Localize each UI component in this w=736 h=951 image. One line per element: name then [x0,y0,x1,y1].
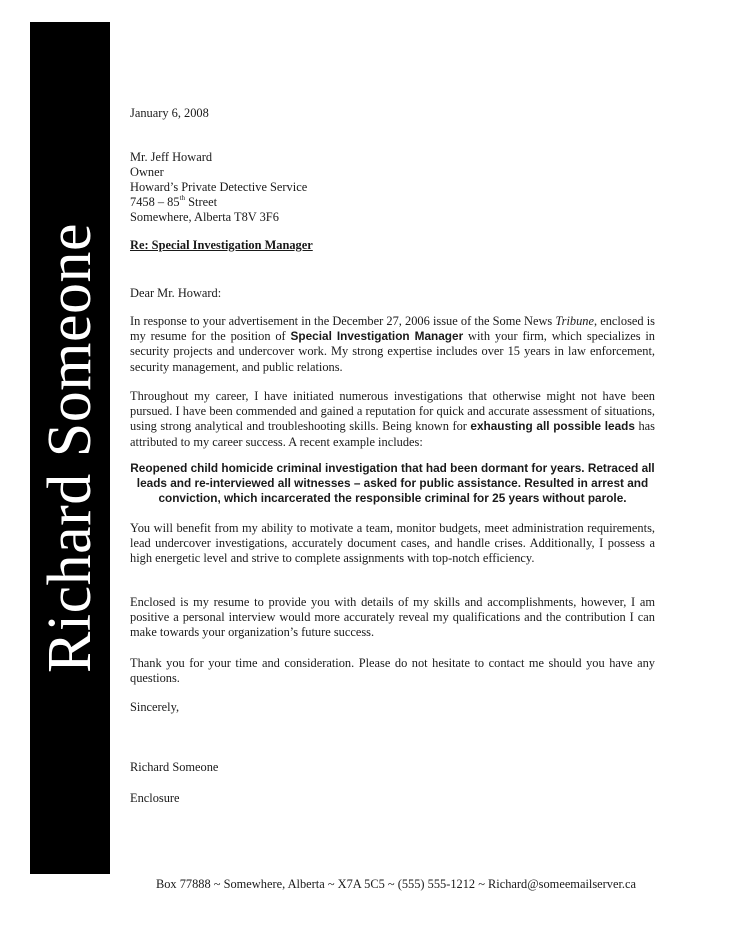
intro-text-a: In response to your advertisement in the December 27, 2006 issue of the Some News [130,314,556,328]
career-text-a: Throughout my career, I have initiated numerous investigations that otherwise might not have been pursued. I have been commended and gained a reputation for quick and accurate assessment of situations, using strong analytical and troubleshooting skills. Being known for [130,389,655,434]
position-name: Special Investigation Manager [290,329,464,344]
letter-date: January 6, 2008 [130,106,209,120]
recipient-address [130,150,307,225]
paragraph-career [130,389,655,450]
sidebar-name: Richard Someone [36,222,104,674]
intro-text-b: , enclosed is my resume for the position of [130,314,655,344]
salutation: Dear Mr. Howard: [130,286,222,300]
paragraph-enclosed: Enclosed is my resume to provide you with details of my skills and accomplishments, however, I am positive a personal interview would more accurately reveal my qualifications and the contribution I can make towards your organization’s future success. [130,595,655,640]
subject-line: Re: Special Investigation Manager [130,238,313,252]
career-bold: exhausting all possible leads [470,419,635,434]
enclosure-note: Enclosure [130,791,180,805]
recipient-title: Owner [130,165,164,179]
recipient-name: Mr. Jeff Howard [130,150,213,164]
recipient-company: Howard’s Private Detective Service [130,180,308,194]
street-number: 7458 – 85 [130,195,180,209]
recipient-city: Somewhere, Alberta T8V 3F6 [130,210,279,224]
career-text-b: has attributed to my career success. A recent example includes: [130,419,655,449]
recipient-street [130,195,307,210]
signer-name: Richard Someone [130,760,219,774]
contact-footer: Box 77888 ~ Somewhere, Alberta ~ X7A 5C5 ~ (555) 555-1212 ~ Richard@someemailserver.ca [155,877,637,891]
paragraph-intro [130,314,655,375]
paragraph-thanks: Thank you for your time and consideration. Please do not hesitate to contact me should you have any questions. [130,656,655,686]
highlight-achievement: Reopened child homicide criminal investigation that had been dormant for years. Retraced all leads and re-interviewed all witnesses – asked for public assistance. Resulted in arrest and conviction, which incarcerated the responsible criminal for 25 years without parole. [130,461,655,506]
paragraph-benefits: You will benefit from my ability to motivate a team, monitor budgets, meet administration requirements, lead undercover investigations, accurately document cases, and handle crises. Additionally, I possess a high energetic level and strive to complete assignments with top-notch efficiency. [130,521,655,566]
intro-text-c: with your firm, which specializes in security projects and undercover work. My strong expertise includes over 15 years in law enforcement, security management, and public relations. [130,329,655,374]
street-name: Street [185,195,218,209]
name-sidebar [30,22,110,874]
publication-name: Tribune [555,314,594,328]
closing: Sincerely, [130,700,180,714]
street-suffix: th [179,194,186,202]
